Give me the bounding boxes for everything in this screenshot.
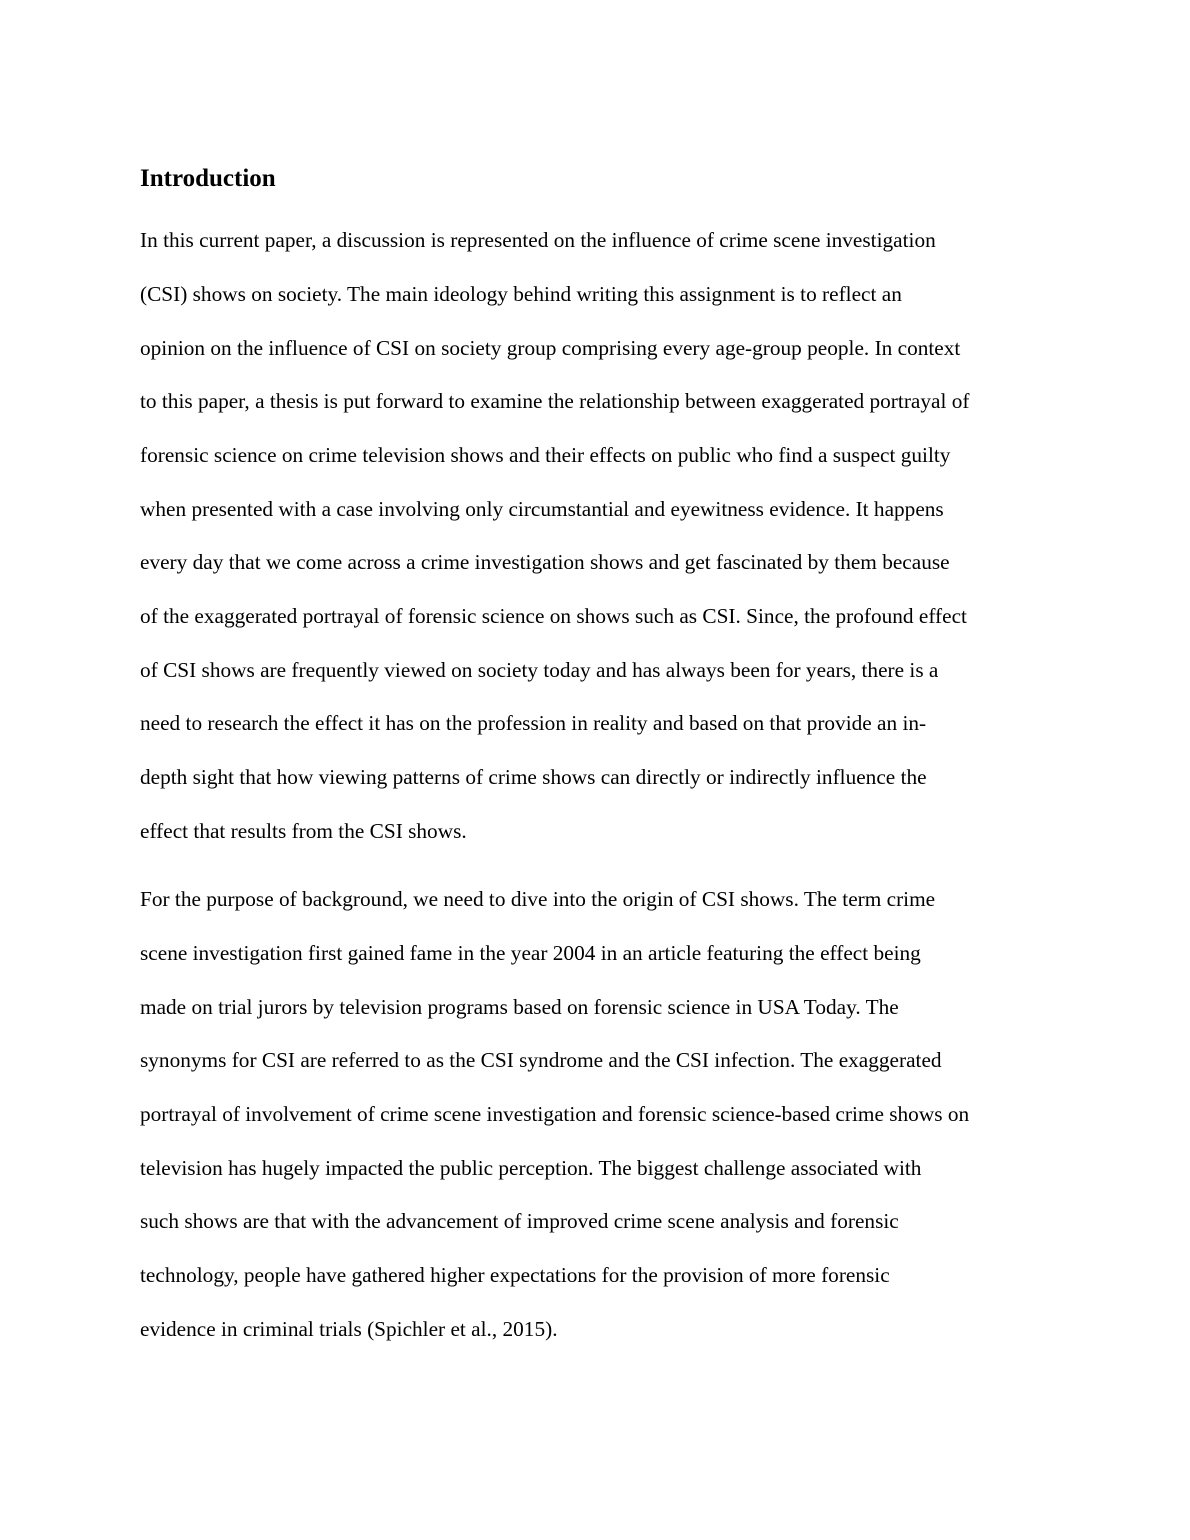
- paragraph-line: effect that results from the CSI shows.: [140, 819, 467, 843]
- paragraph-line: every day that we come across a crime investigation shows and get fascinated by them because: [140, 550, 950, 574]
- section-heading: Introduction: [140, 165, 276, 192]
- paragraph-line: need to research the effect it has on the profession in reality and based on that provide an in-: [140, 711, 927, 735]
- paragraph-line: evidence in criminal trials (Spichler et al., 2015).: [140, 1317, 558, 1341]
- paragraph-line: depth sight that how viewing patterns of crime shows can directly or indirectly influence the: [140, 765, 927, 789]
- paragraph-line: forensic science on crime television shows and their effects on public who find a suspect guilty: [140, 443, 951, 467]
- paragraph-line: For the purpose of background, we need to dive into the origin of CSI shows. The term crime: [140, 887, 936, 911]
- paragraph-line: portrayal of involvement of crime scene investigation and forensic science-based crime shows on: [140, 1102, 970, 1126]
- paragraph-line: made on trial jurors by television programs based on forensic science in USA Today. The: [140, 995, 899, 1019]
- paragraph-line: such shows are that with the advancement of improved crime scene analysis and forensic: [140, 1209, 899, 1233]
- paragraph-line: technology, people have gathered higher expectations for the provision of more forensic: [140, 1263, 890, 1287]
- paragraph-line: of CSI shows are frequently viewed on society today and has always been for years, there is a: [140, 658, 939, 682]
- paragraph-line: scene investigation first gained fame in the year 2004 in an article featuring the effect being: [140, 941, 921, 965]
- paragraph-line: opinion on the influence of CSI on society group comprising every age-group people. In context: [140, 336, 961, 360]
- paragraph-line: television has hugely impacted the public perception. The biggest challenge associated with: [140, 1156, 922, 1180]
- paragraph-line: of the exaggerated portrayal of forensic science on shows such as CSI. Since, the profound effect: [140, 604, 967, 628]
- paragraph-line: when presented with a case involving only circumstantial and eyewitness evidence. It happens: [140, 497, 944, 521]
- paragraph-line: In this current paper, a discussion is represented on the influence of crime scene investigation: [140, 228, 936, 252]
- paragraph-line: synonyms for CSI are referred to as the CSI syndrome and the CSI infection. The exaggerated: [140, 1048, 942, 1072]
- paragraph-line: (CSI) shows on society. The main ideology behind writing this assignment is to reflect an: [140, 282, 902, 306]
- paragraph-line: to this paper, a thesis is put forward to examine the relationship between exaggerated portrayal of: [140, 389, 970, 413]
